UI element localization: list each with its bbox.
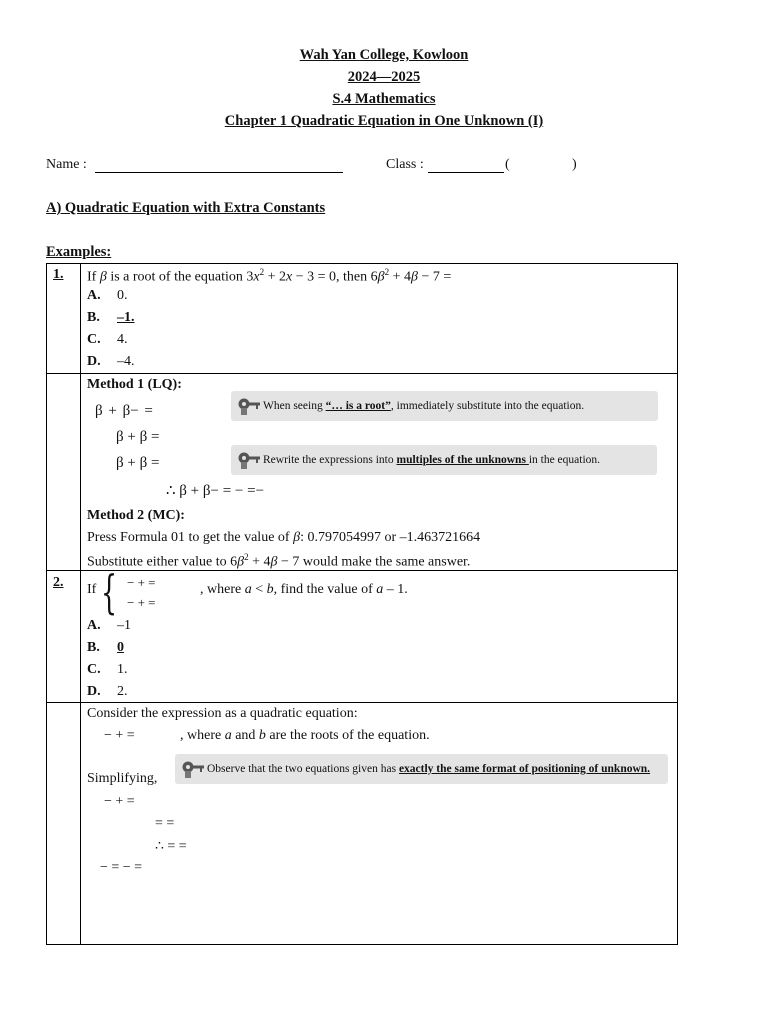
class-number-close: ) [572,157,577,172]
q2-system-line-1: − + = [127,575,156,590]
simplifying-label: Simplifying, [87,771,158,786]
q1-option-a[interactable]: A. 0. [87,288,128,303]
school-name: Wah Yan College, Kowloon [299,47,469,63]
name-label: Name : [46,157,87,172]
method2-line-1: Press Formula 01 to get the value of β: 0.797054997 or –1.463721664 [87,530,481,545]
method2-title: Method 2 (MC): [87,508,185,523]
q1-number: 1. [53,267,64,282]
q2-option-a[interactable]: A. –1 [87,618,131,633]
simplify-step-2: = = [155,816,175,831]
q1-option-b-correct[interactable]: B. –1. [87,310,135,325]
method1-title: Method 1 (LQ): [87,377,182,392]
q1-option-d[interactable]: D. –4. [87,354,135,369]
q2-option-c[interactable]: C. 1. [87,662,128,677]
q2-option-b-correct[interactable]: B. 0 [87,640,124,655]
subject-title: S.4 Mathematics [332,91,436,107]
key-hint-icon [237,450,261,470]
simplify-step-1: − + = [104,794,135,809]
q2-solution-equation: − + = [104,728,135,743]
q2-solution-roots: , where a and b are the roots of the equation. [180,728,430,743]
class-label: Class : [386,157,424,172]
hint-note-rewrite: Rewrite the expressions into multiples of the unknowns in the equation. [231,445,657,475]
hint-note-root: When seeing “… is a root”, immediately substitute into the equation. [231,391,658,421]
simplify-step-3: ∴ = = [155,839,187,854]
q2-option-d[interactable]: D. 2. [87,684,128,699]
key-hint-icon [237,396,261,416]
name-blank[interactable] [95,172,343,173]
chapter-title: Chapter 1 Quadratic Equation in One Unknown (I) [224,113,544,129]
method1-line-3: β + β = [116,455,160,471]
class-blank[interactable] [428,172,504,173]
method2-line-2: Substitute either value to $6\beta^2 + 4\beta - 7$ would make the same answer. [87,552,471,570]
method1-line-4: ∴ β + β− = − =− [166,483,265,499]
q2-condition: , where a < b, find the value of a – 1. [200,582,408,597]
hint-note-format: Observe that the two equations given has exactly the same format of positioning of unknown. [175,754,668,784]
method1-line-2: β + β = [116,429,160,445]
system-brace: { [101,565,118,619]
q2-solution-intro: Consider the expression as a quadratic equation: [87,706,358,721]
q2-system-line-2: − + = [127,595,156,610]
q1-option-c[interactable]: C. 4. [87,332,128,347]
key-hint-icon [181,759,205,779]
q1-stem: If β is a root of the equation $3x^2 + 2x - 3 = 0$, then $6\beta^2 + 4\beta - 7$ = [87,267,452,285]
class-number-open: ( [505,157,510,172]
simplify-step-4: − = − = [100,860,143,875]
section-a-title: A) Quadratic Equation with Extra Constants [46,200,326,216]
q2-if-label: If [87,582,97,597]
q2-number: 2. [53,575,64,590]
school-year: 2024—2025 [347,69,421,85]
method1-line-1: β + β− = [95,403,153,419]
examples-label: Examples: [46,244,112,260]
